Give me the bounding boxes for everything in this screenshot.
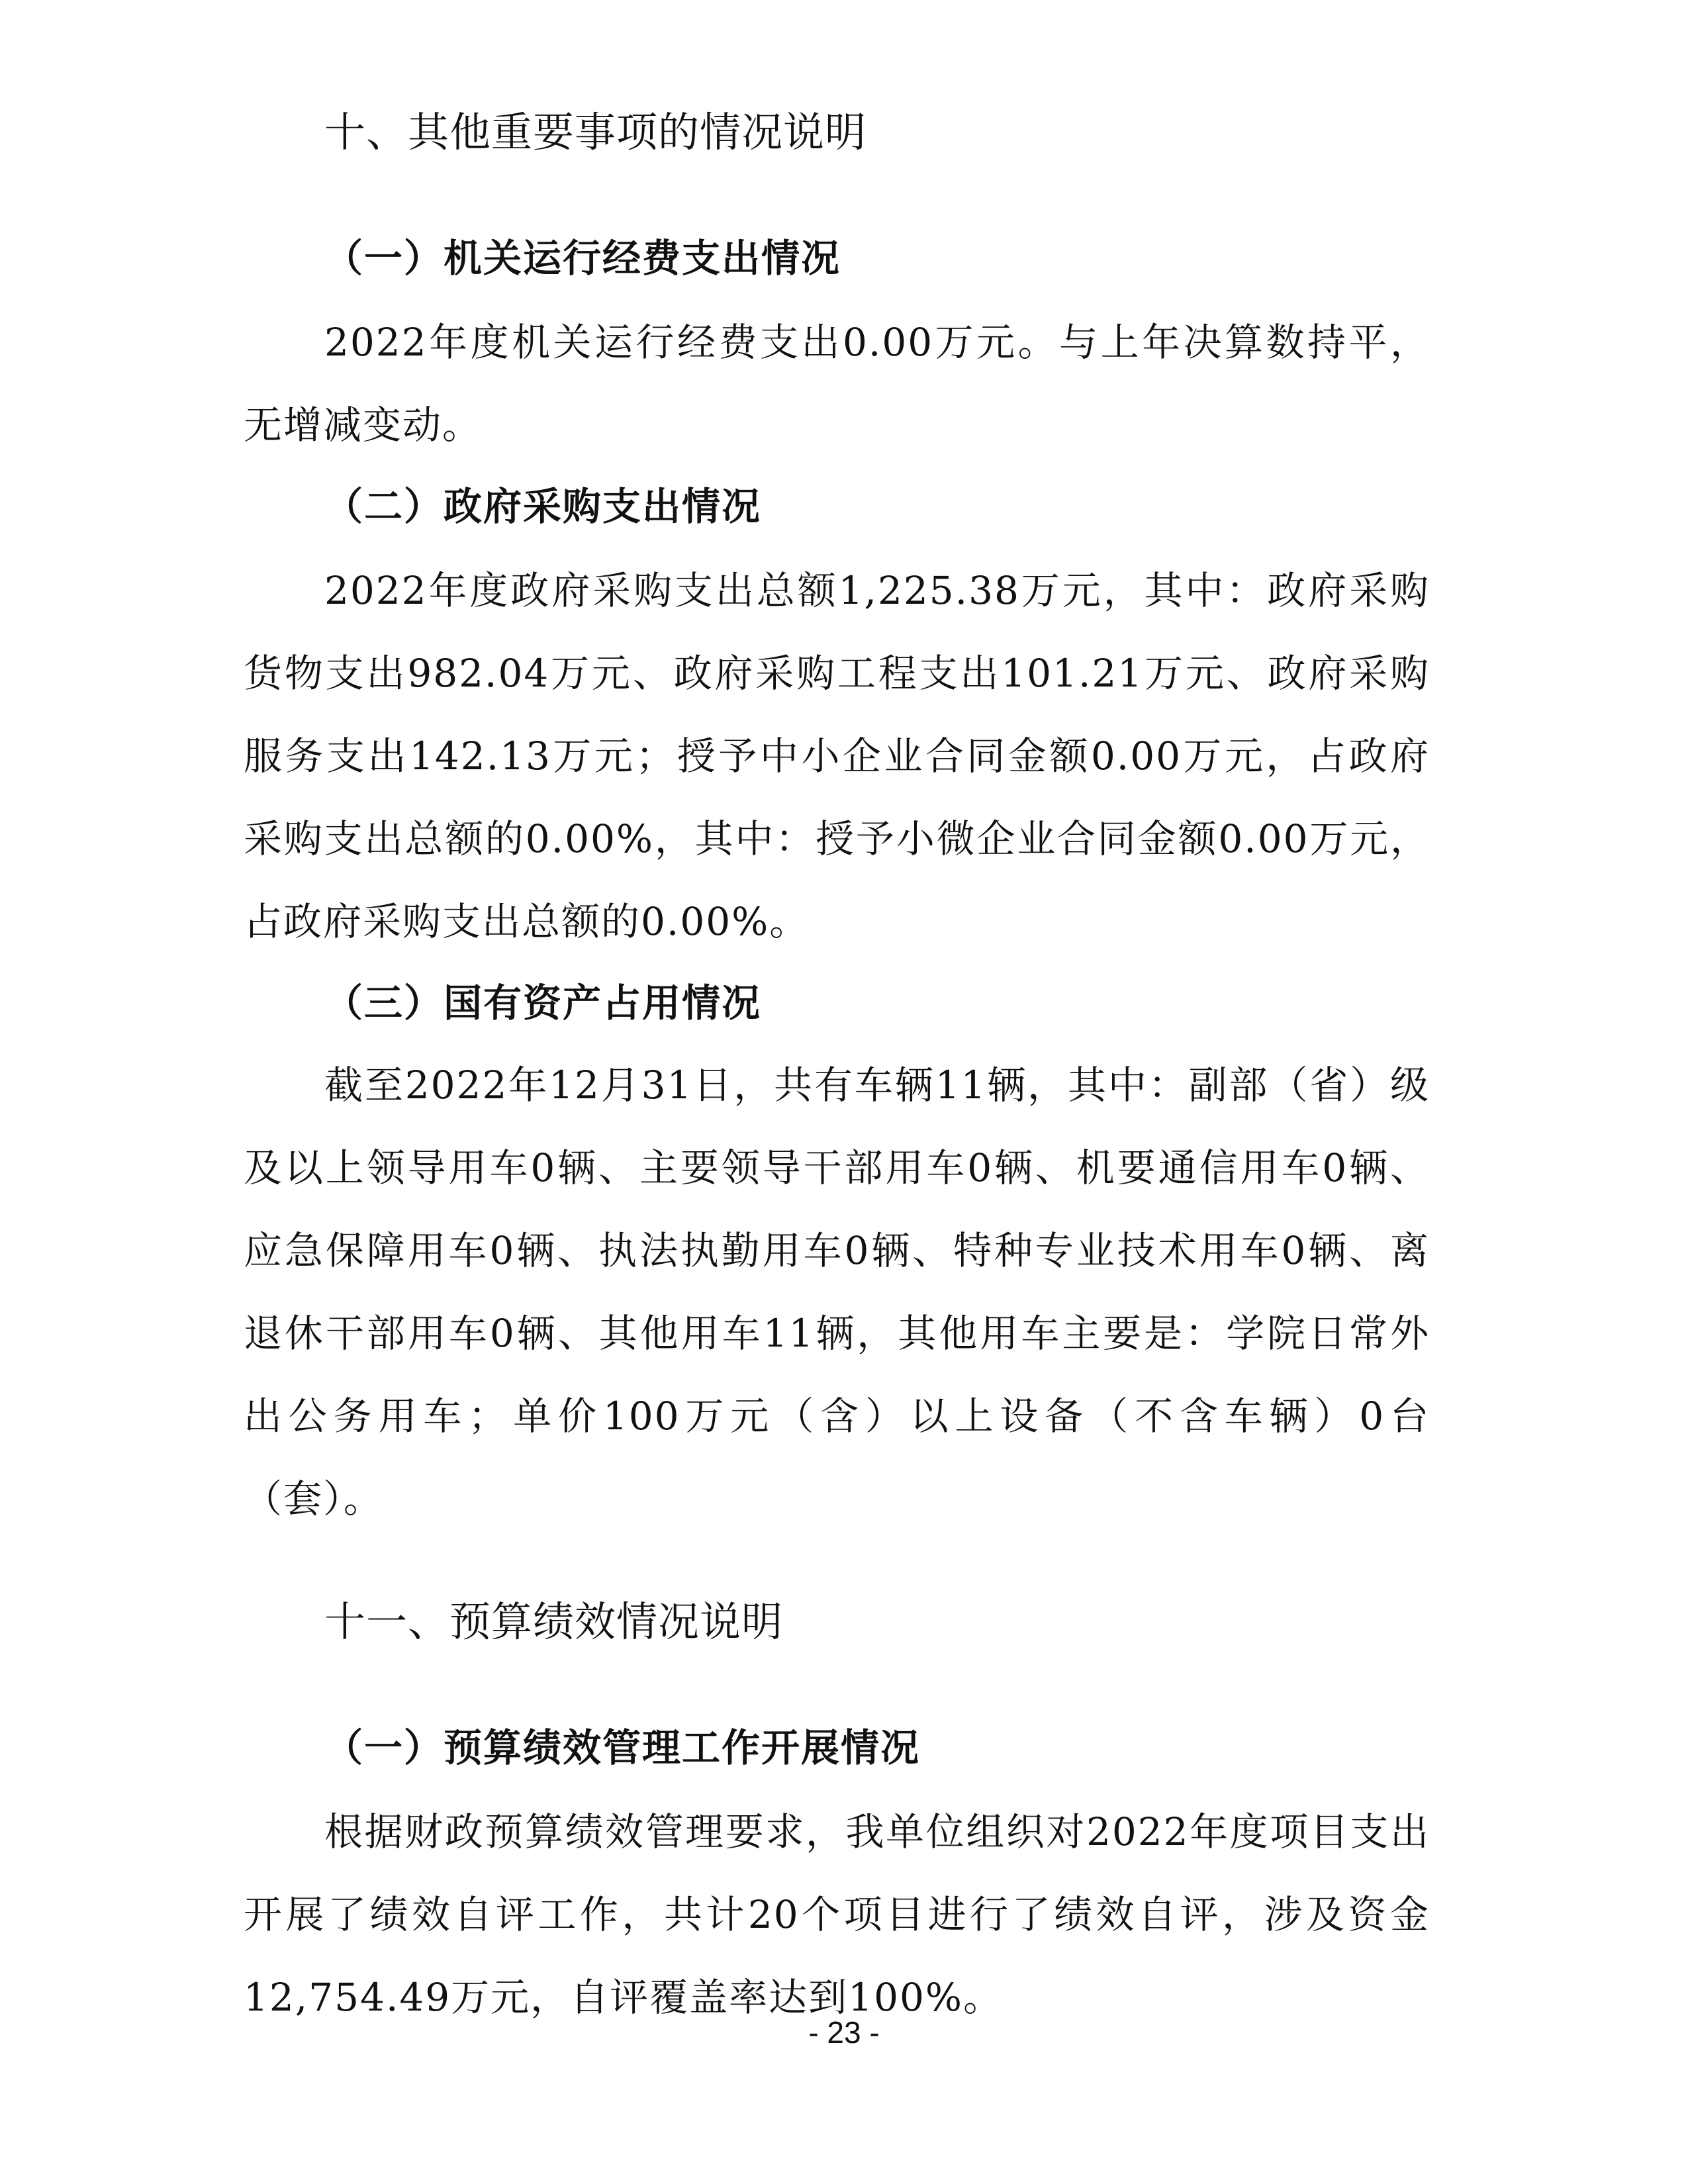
subsection-heading-procurement: （二）政府采购支出情况 [324,484,762,529]
subsection-heading-admin-costs: （一）机关运行经费支出情况 [324,236,841,281]
section-heading-11: 十一、预算绩效情况说明 [324,1597,784,1646]
paragraph-state-assets: 截至2022年12月31日，共有车辆11辆，其中：副部（省）级及以上领导用车0辆、主要领导干部用车0辆、机要通信用车0辆、应急保障用车0辆、执法执勤用车0辆、特种专业技术用车0辆、离退休干部用车0辆、其他用车11辆，其他用车主要是：学院日常外出公务用车；单价100万元（含）以上设备（不含车辆）0台（套）。 [244,1063,1430,1521]
paragraph-admin-costs: 2022年度机关运行经费支出0.00万元。与上年决算数持平，无增减变动。 [244,320,1430,448]
page-number: - 23 - [808,2015,880,2050]
subsection-heading-state-assets: （三）国有资产占用情况 [324,980,762,1025]
paragraph-performance: 根据财政预算绩效管理要求，我单位组织对2022年度项目支出开展了绩效自评工作，共计20个项目进行了绩效自评，涉及资金12,754.49万元，自评覆盖率达到100%。 [244,1809,1430,2020]
subsection-heading-performance: （一）预算绩效管理工作开展情况 [324,1725,921,1770]
section-heading-10: 十、其他重要事项的情况说明 [324,108,867,156]
paragraph-procurement: 2022年度政府采购支出总额1,225.38万元，其中：政府采购货物支出982.04万元、政府采购工程支出101.21万元、政府采购服务支出142.13万元；授予中小企业合同金额0.00万元，占政府采购支出总额的0.00%，其中：授予小微企业合同金额0.00万元，占政府采购支出总额的0.00%。 [244,568,1430,944]
